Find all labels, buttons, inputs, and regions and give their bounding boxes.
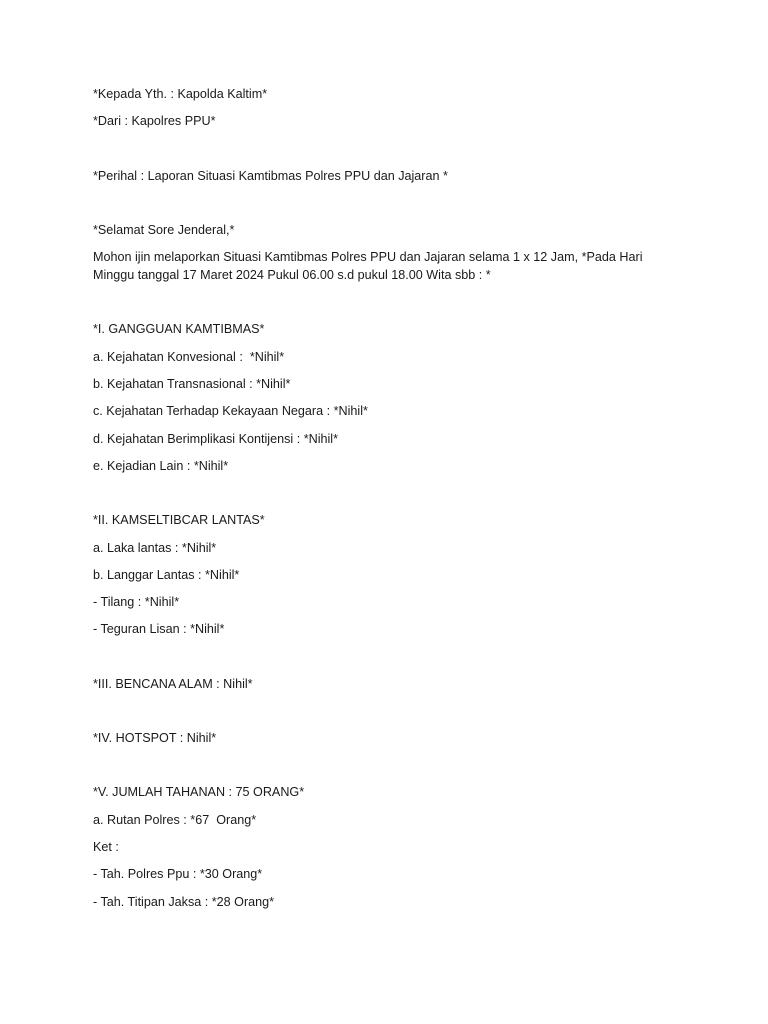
- list-item: b. Langgar Lantas : *Nihil*: [93, 567, 240, 582]
- list-item: a. Kejahatan Konvesional : *Nihil*: [93, 349, 285, 364]
- list-item: e. Kejadian Lain : *Nihil*: [93, 458, 229, 473]
- list-item: Ket :: [93, 839, 119, 854]
- spacer: [93, 485, 663, 512]
- list-item: a. Rutan Polres : *67 Orang*: [93, 812, 257, 827]
- recipient-line: *Kepada Yth. : Kapolda Kaltim*: [93, 87, 268, 101]
- report-body: [93, 86, 663, 921]
- spacer: [93, 141, 663, 168]
- spacer: [93, 195, 663, 222]
- list-item: - Tah. Titipan Jaksa : *28 Orang*: [93, 894, 275, 909]
- spacer: [93, 294, 663, 321]
- sender-line: *Dari : Kapolres PPU*: [93, 114, 216, 129]
- list-item: - Teguran Lisan : *Nihil*: [93, 622, 225, 637]
- list-item: - Tilang : *Nihil*: [93, 595, 180, 610]
- intro-paragraph: Mohon ijin melaporkan Situasi Kamtibmas Polres PPU dan Jajaran selama 1 x 12 Jam, *Pada Hari Minggu tanggal 17 Maret 2024 Pukul 06.00 s.d pukul 18.00 Wita sbb : *: [93, 250, 643, 282]
- section-gangguan-title: *I. GANGGUAN KAMTIBMAS*: [93, 322, 265, 337]
- spacer: [93, 703, 663, 730]
- section-bencana-title: *III. BENCANA ALAM : Nihil*: [93, 676, 253, 691]
- section-hotspot-title: *IV. HOTSPOT : Nihil*: [93, 731, 217, 746]
- list-item: c. Kejahatan Terhadap Kekayaan Negara : *Nihil*: [93, 404, 368, 419]
- spacer: [93, 757, 663, 784]
- list-item: b. Kejahatan Transnasional : *Nihil*: [93, 377, 291, 392]
- list-item: a. Laka lantas : *Nihil*: [93, 540, 217, 555]
- section-tahanan-title: *V. JUMLAH TAHANAN : 75 ORANG*: [93, 785, 305, 800]
- subject-line: *Perihal : Laporan Situasi Kamtibmas Polres PPU dan Jajaran *: [93, 168, 448, 183]
- list-item: d. Kejahatan Berimplikasi Kontijensi : *Nihil*: [93, 431, 339, 446]
- greeting-line: *Selamat Sore Jenderal,*: [93, 222, 235, 237]
- spacer: [93, 649, 663, 676]
- list-item: - Tah. Polres Ppu : *30 Orang*: [93, 867, 263, 882]
- section-lantas-title: *II. KAMSELTIBCAR LANTAS*: [93, 513, 265, 528]
